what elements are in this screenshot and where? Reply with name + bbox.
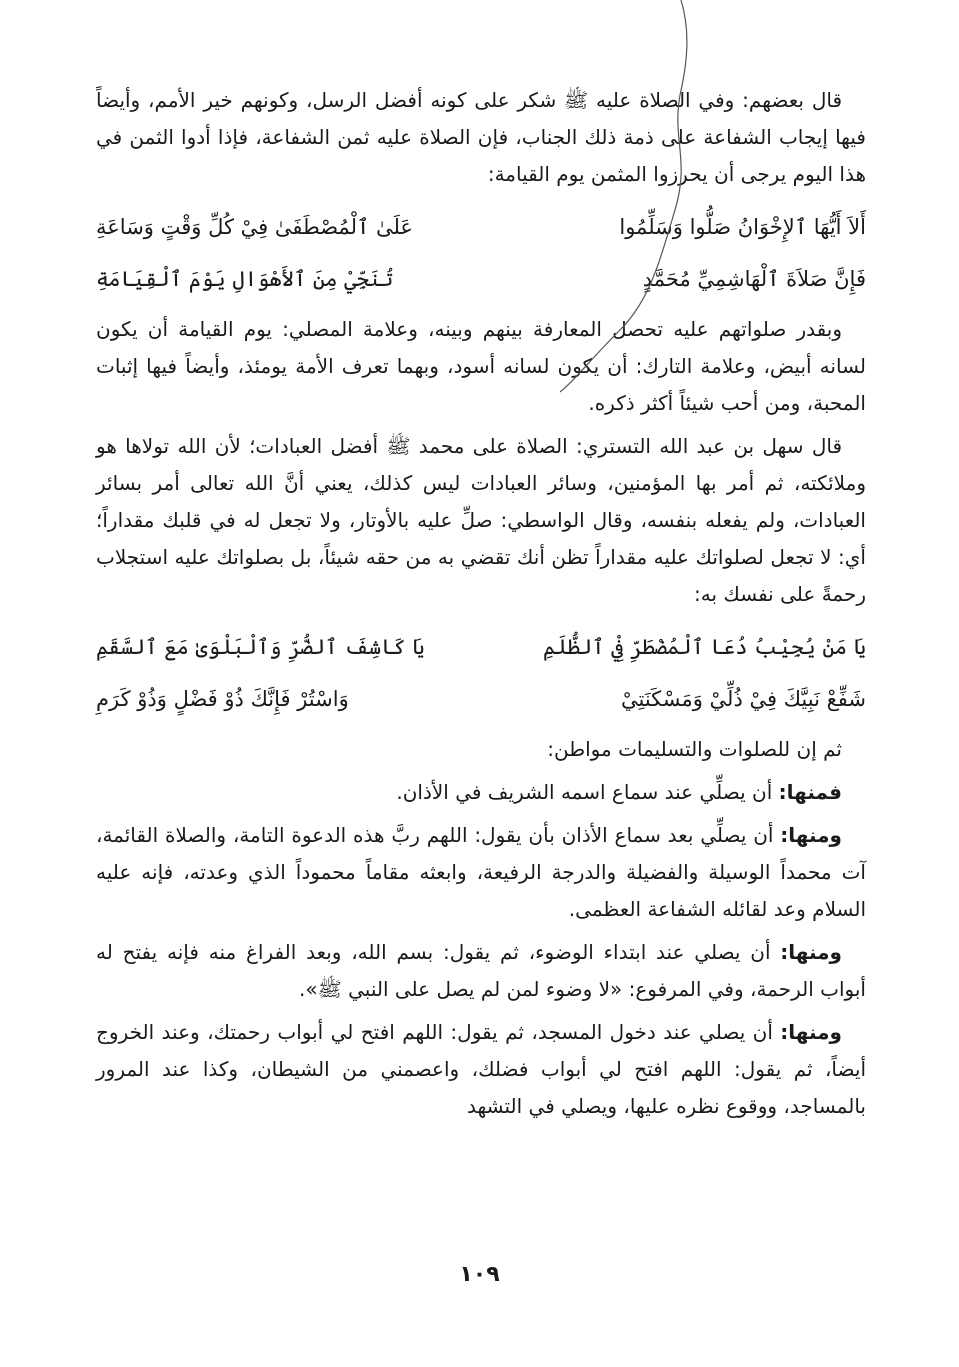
page-body (96, 82, 866, 1131)
paragraph-text: أن يصلي عند دخول المسجد، ثم يقول: اللهم افتح لي أبواب رحمتك، وعند الخروج أيضاً، ثم يقول: اللهم افتح لي أبواب فضلك، واعصمني من الشيطان، وكذا عند المرور بالمساجد، ووقوع نظره عليها، ويصلي في التشهد (96, 1020, 866, 1118)
paragraph-sahl: قال سهل بن عبد الله التستري: الصلاة على محمد ﷺ أفضل العبادات؛ لأن الله تولاها هو وملائكته، ثم أمر بها المؤمنين، وسائر العبادات ليس كذلك، يعني أنَّ الله تعالى أمر بسائر العبادات، ولم يفعله بنفسه، وقال الواسطي: صلِّ عليه بالأوتار، ولا تجعل له في قلبك مقداراً؛ أي: لا تجعل لصلواتك عليه مقداراً تظن أنك تقضي به من حقه شيئاً، بل بصلواتك عليه استجلاب رحمةً على نفسك به: (96, 434, 866, 606)
hemistich: وَاسْتُرْ فَإِنَّكَ ذُوْ فَضْلٍ وَذُوْ كَرَمِ (96, 687, 349, 711)
paragraph-occasion-adhan (96, 774, 866, 811)
hemistich: شَفِّعْ نَبِيَّكَ فِيْ ذُلِّيْ وَمَسْكَنَتِيْ (620, 687, 866, 711)
poem-2-verse-1 (96, 621, 866, 673)
paragraph-occasion-wudu (96, 934, 866, 1008)
poem-1-verse-2 (96, 253, 866, 305)
paragraph-text: أن يصلي عند ابتداء الوضوء، ثم يقول: بسم الله، وبعد الفراغ منه فإنه يفتح له أبواب الرحمة، وفي المرفوع: «لا وضوء لمن لم يصل على النبي ﷺ». (96, 940, 866, 1001)
paragraph-intro: قال بعضهم: وفي الصلاة عليه ﷺ شكر على كونه أفضل الرسل، وكونهم خير الأمم، وأيضاً فيها إيجاب الشفاعة على ذمة ذلك الجناب، فإن الصلاة عليه ثمن الشفاعة، فإذا أدوا الثمن في هذا اليوم يرجى أن يحرزوا المثمن يوم القيامة: (96, 88, 866, 186)
paragraph-occasion-after-adhan (96, 817, 866, 928)
poem-2 (96, 621, 866, 725)
paragraph-recognition: وبقدر صلواتهم عليه تحصل المعارفة بينهم وبينه، وعلامة المصلي: يوم القيامة أن يكون لسانه أبيض، وعلامة التارك: أن يكون لسانه أسود، وبهما تعرف الأمة يومئذ، وأيضاً فيها إثبات المحبة، ومن أحب شيئاً أكثر ذكره. (96, 317, 866, 415)
paragraph-lead: ومنها: (780, 823, 842, 847)
paragraph-lead: ومنها: (780, 940, 842, 964)
hemistich: عَلَىٰ ٱلْمُصْطَفَىٰ فِيْ كُلِّ وَقْتٍ وَسَاعَةِ (96, 215, 413, 239)
hemistich: أَلاَ أَيُّهَا ٱلإِخْوَانُ صَلُّوا وَسَلِّمُوا (619, 215, 866, 239)
paragraph-occasions-intro: ثم إن للصلوات والتسليمات مواطن: (547, 737, 842, 761)
paragraph-lead: فمنها: (778, 780, 842, 804)
hemistich: تُنَجِّيْ مِنَ ٱلأَهْوَالِ يَوْمَ ٱلْقِيَامَةِ (96, 267, 394, 291)
hemistich: فَإِنَّ صَلاَةَ ٱلْهَاشِمِيِّ مُحَمَّدٍ (642, 267, 866, 291)
poem-2-verse-2 (96, 673, 866, 725)
paragraph-text: أن يصلِّي بعد سماع الأذان بأن يقول: اللهم ربَّ هذه الدعوة التامة، والصلاة القائمة، آت محمداً الوسيلة والفضيلة والدرجة الرفيعة، وابعثه مقاماً محموداً الذي وعدته، فإنه عليه السلام وعد لقائله الشفاعة العظمى. (96, 823, 866, 921)
paragraph-lead: ومنها: (780, 1020, 842, 1044)
paragraph-occasion-mosque (96, 1014, 866, 1125)
poem-1-verse-1 (96, 201, 866, 253)
hemistich: يَا مَنْ يُجِيْبُ دُعَا ٱلْمُضْطَرِّ فِيْ ٱلظُّلَمِ (542, 635, 866, 659)
poem-1 (96, 201, 866, 305)
page-number: ١٠٩ (459, 1262, 500, 1287)
hemistich: يَا كَاشِفَ ٱلضُّرِّ وَٱلْبَلْوَىٰ مَعَ ٱلسَّقَمِ (96, 635, 425, 659)
paragraph-text: أن يصلِّي عند سماع اسمه الشريف في الأذان. (396, 780, 779, 804)
